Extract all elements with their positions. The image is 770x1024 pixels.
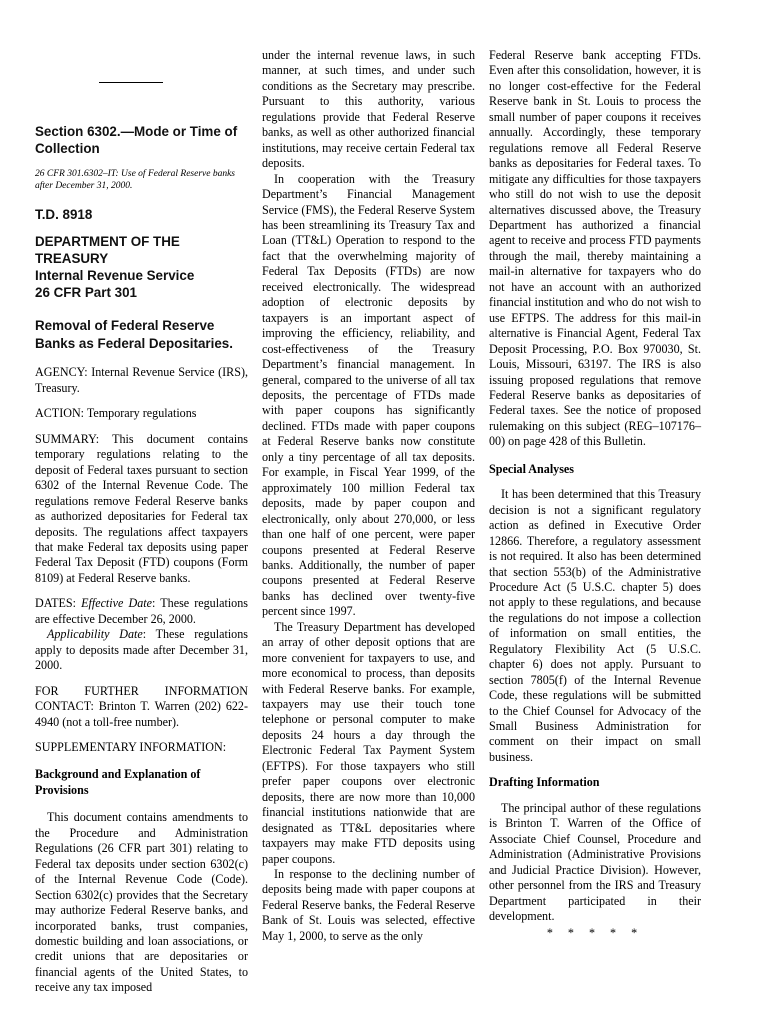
department-name: DEPARTMENT OF THE TREASURY	[35, 234, 180, 267]
effective-date-label: Effective Date	[81, 596, 153, 611]
supplementary-info-label: SUPPLEMENTARY INFORMATION:	[35, 739, 227, 754]
cfr-citation-note: 26 CFR 301.6302–IT: Use of Federal Reserve banks after December 31, 2000.	[35, 169, 235, 191]
department-heading	[35, 233, 248, 301]
applicability-date-label: Applicability Date	[47, 627, 143, 642]
td-number: T.D. 8918	[35, 207, 93, 222]
action-paragraph: ACTION: Temporary regulations	[35, 406, 197, 421]
section-title: Section 6302.—Mode or Time of Collection	[35, 124, 238, 156]
drafting-info-paragraph: The principal author of these regulations is Brinton T. Warren of the Office of Associate Chief Counsel, Procedure and Administration (Administrative Provisions and Judicial Practice Division). However, other personnel from the IRS and Treasury Department participated in their development.	[489, 800, 701, 924]
column-2	[262, 48, 475, 944]
section-end-stars: * * * * *	[546, 926, 644, 941]
background-heading: Background and Explanation of Provisions	[35, 767, 201, 797]
special-analyses-heading: Special Analyses	[489, 461, 575, 476]
drafting-info-heading: Drafting Information	[489, 775, 600, 790]
applicability-paragraph	[35, 627, 248, 673]
column-1	[35, 48, 248, 996]
declining-deposits-paragraph: In response to the declining number of deposits being made with paper coupons at Federal Reserve banks, the Federal Reserve Bank of St. Louis was selected, effective May 1, 2000, to serve as the only	[262, 867, 475, 943]
dates-label: DATES:	[35, 596, 82, 611]
dates-paragraph	[35, 596, 248, 627]
special-analyses-paragraph: It has been determined that this Treasury decision is not a significant regulatory action as defined in Executive Order 12866. Therefore, a regulatory assessment is not required. It also has been determined that section 553(b) of the Administrative Procedure Act (5 U.S.C. chapter 5) does not apply to these regulations, and because the regulations do not impose a collection of information on small entities, the Regulatory Flexibility Act (5 U.S.C. chapter 6) does not apply. Pursuant to section 7805(f) of the Internal Revenue Code, these regulations will be submitted to the Chief Counsel for Advocacy of the Small Business Administration for comment on their impact on small business.	[489, 487, 701, 764]
statute-continuation-paragraph: under the internal revenue laws, in such manner, at such times, and under such conditions as the Secretary may prescribe. Pursuant to this authority, various regulations provide that Federal Reserve banks, as well as other authorized financial institutions, may receive certain Federal tax deposits.	[262, 48, 475, 171]
deposit-options-paragraph: The Treasury Department has developed an array of other deposit options that are more convenient for taxpayers to use, and more economical to process, than deposits with Federal Reserve banks. For example, taxpayers may use their touch tone telephone or personal computer to make deposits 24 hours a day through the Electronic Federal Tax Payment System (EFTPS). For those taxpayers who still prefer paper coupons over electronic deposits, there are now more than 10,000 financial institutions nationwide that are designated as TT&L depositaries where taxpayers may make FTD deposits using paper coupons.	[262, 619, 475, 866]
background-paragraph: This document contains amendments to the Procedure and Administration Regulations (26 CFR part 301) relating to Federal tax deposits under section 6302(c) of the Internal Revenue Code (Code). Section 6302(c) provides that the Secretary may authorize Federal Reserve banks, and incorporated banks, trust companies, domestic building and loan associations, or credit unions that are depositaries or financial agents of the United States, to receive any tax imposed	[35, 810, 248, 995]
summary-paragraph: SUMMARY: This document contains temporary regulations relating to the deposit of Federal taxes pursuant to section 6302 of the Internal Revenue Code. The regulations remove Federal Reserve banks as authorized depositaries for Federal tax deposits. The regulations affect taxpayers that make Federal tax deposits using paper Federal Tax Deposit (FTD) coupons (Form 8109) at Federal Reserve banks.	[35, 431, 248, 585]
agency-paragraph: AGENCY: Internal Revenue Service (IRS), Treasury.	[35, 365, 248, 395]
cooperation-paragraph: In cooperation with the Treasury Department’s Financial Management Service (FMS), the Federal Reserve System has been streamlining its Treasury Tax and Loan (TT&L) Operation to respond to the fact that the overwhelming majority of Federal Tax Deposits (FTDs) are now received electronically. The widespread adoption of electronic deposits by taxpayers is an important aspect of improving the efficiency, reliability, and cost-effectiveness of the Treasury Department’s financial management. In general, compared to the universe of all tax deposits, the percentage of FTDs made with paper coupons has significantly declined. FTDs made with paper coupons at Federal Reserve banks now constitute only a tiny percentage of all tax deposits. For example, in Fiscal Year 1999, of the approximately 100 million Federal tax deposits, made by paper coupon and electronically, only about 270,000, or less than one half of one percent, were paper coupons presented at Federal Reserve banks. Additionally, the number of paper coupons presented at Federal Reserve banks has declined over twenty-five percent since 1997.	[262, 171, 475, 619]
effective-date-text: : These regulations are effective December 26, 2000.	[35, 596, 248, 626]
consolidation-paragraph: Federal Reserve bank accepting FTDs. Even after this consolidation, however, it is no longer cost-effective for the Federal Reserve bank in St. Louis to process the small number of paper coupons it receives annually. Accordingly, these temporary regulations remove all Federal Reserve banks as depositaries for Federal taxes. To mitigate any difficulties for those taxpayers who still do not wish to use the deposit alternatives discussed above, the Treasury Department has authorized a financial agent to receive and process FTD payments through the mail, thereby maintaining a mail-in alternative for taxpayers who do not have an account with an authorized financial institution and who do not wish to use EFTPS. The address for this mail-in alternative is Financial Agent, Federal Tax Deposit Processing, P.O. Box 970030, St. Louis, Missouri, 63197. The IRS is also issuing proposed regulations that remove Federal Reserve banks as depositaries of Federal taxes. See the notice of proposed rulemaking on this subject (REG–107176–00) on page 428 of this Bulletin.	[489, 48, 701, 449]
applicability-date-text: : These regulations apply to deposits made after December 31, 2000.	[35, 627, 248, 673]
further-info-paragraph: FOR FURTHER INFORMATION CONTACT: Brinton T. Warren (202) 622-4940 (not a toll-free number).	[35, 683, 248, 729]
rule-title: Removal of Federal Reserve Banks as Federal Depositaries.	[35, 318, 233, 352]
divider-rule	[99, 82, 163, 83]
column-3	[489, 48, 701, 942]
cfr-part: 26 CFR Part 301	[35, 285, 137, 301]
agency-name: Internal Revenue Service	[35, 268, 195, 284]
